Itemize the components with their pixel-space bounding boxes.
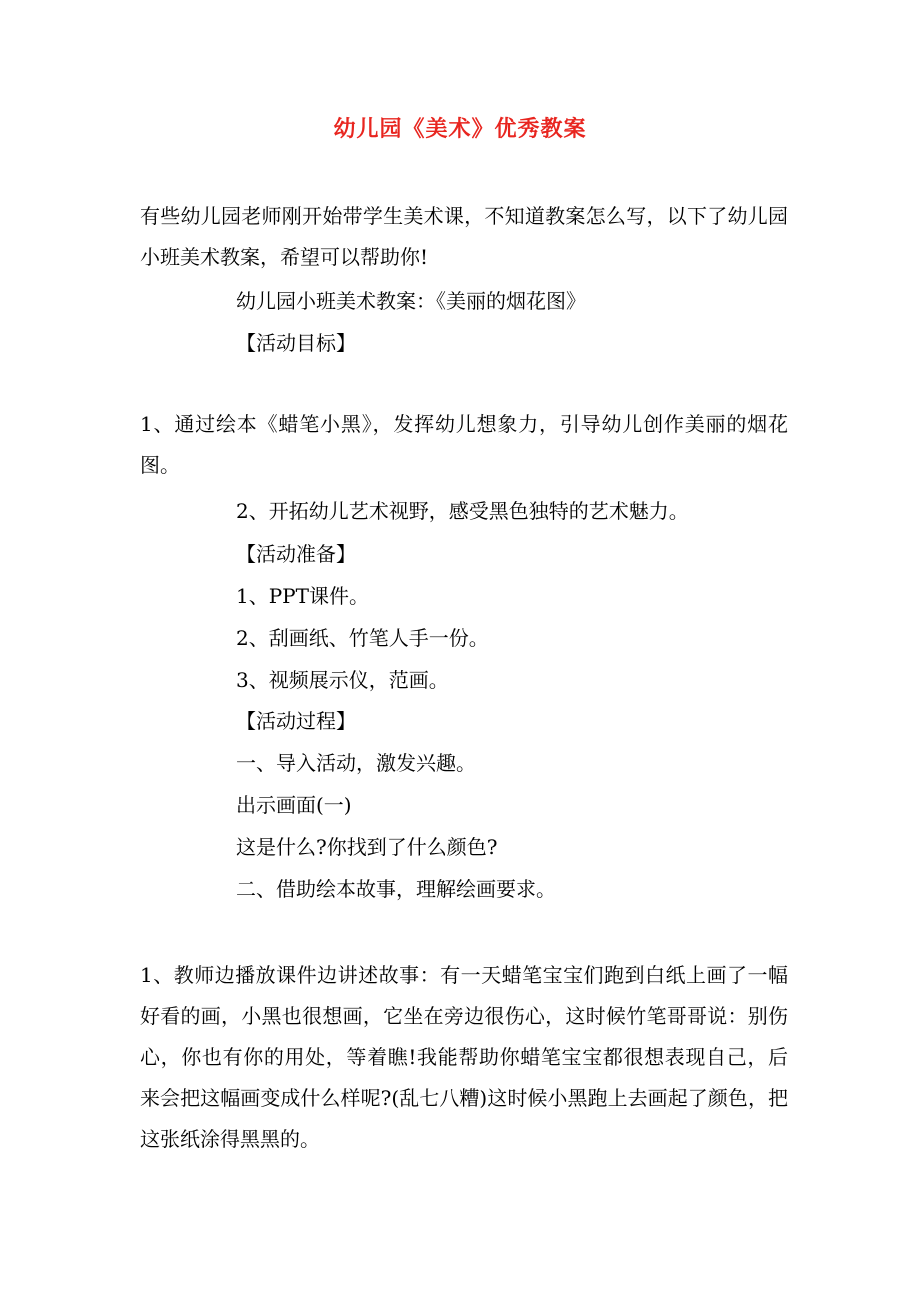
intro-paragraph: 有些幼儿园老师刚开始带学生美术课，不知道教案怎么写，以下了幼儿园小班美术教案，希望可以帮助你!	[140, 204, 788, 269]
step-1: 一、导入活动，激发兴趣。	[236, 751, 476, 775]
prep-item: 2、刮画纸、竹笔人手一份。	[236, 626, 489, 650]
story-paragraph: 1、教师边播放课件边讲述故事：有一天蜡笔宝宝们跑到白纸上画了一幅好看的画，小黑也很想画，它坐在旁边很伤心，这时候竹笔哥哥说：别伤心，你也有你的用处，等着瞧!我能帮助你蜡笔宝宝都很想表现自己，后来会把这幅画变成什么样呢?(乱七八糟)这时候小黑跑上去画起了颜色，把这张纸涂得黑黑的。	[140, 963, 788, 1151]
question-line: 这是什么?你找到了什么颜色?	[236, 835, 498, 859]
step-2: 二、借助绘本故事，理解绘画要求。	[236, 877, 556, 901]
lesson-title: 幼儿园小班美术教案：《美丽的烟花图》	[236, 289, 586, 313]
prep-item: 3、视频展示仪，范画。	[236, 668, 449, 692]
show-picture-line: 出示画面(一)	[236, 793, 352, 817]
process-heading: 【活动过程】	[236, 709, 356, 733]
goal-item-2: 2、开拓幼儿艺术视野，感受黑色独特的艺术魅力。	[236, 499, 689, 523]
goal-item-1: 1、通过绘本《蜡笔小黑》，发挥幼儿想象力，引导幼儿创作美丽的烟花图。	[140, 412, 788, 477]
prep-heading: 【活动准备】	[236, 542, 356, 566]
prep-item: 1、PPT课件。	[236, 584, 369, 608]
document-title: 幼儿园《美术》优秀教案	[333, 116, 587, 142]
goals-heading: 【活动目标】	[236, 331, 356, 355]
